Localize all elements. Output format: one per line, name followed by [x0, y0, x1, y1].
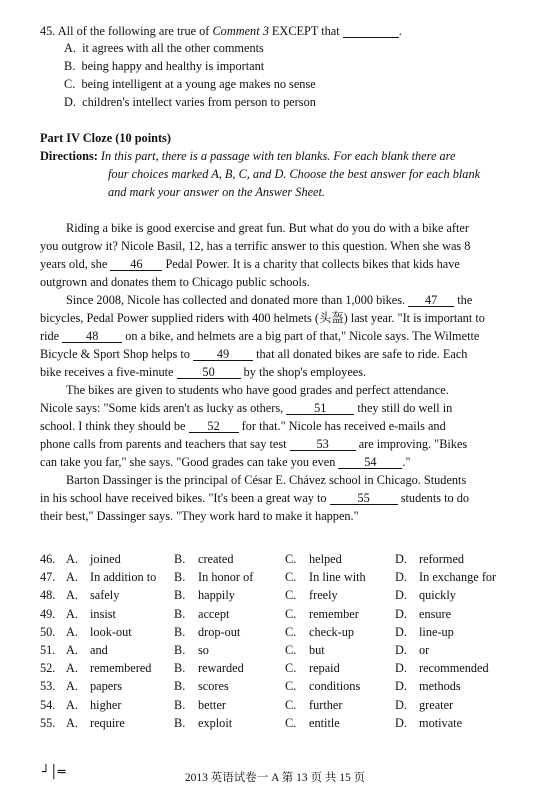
choice-letter: C. — [285, 643, 297, 657]
choice-letter: B. — [174, 624, 186, 639]
choice-option: conditions — [309, 679, 361, 694]
choice-option: further — [309, 697, 343, 712]
passage-line: phone calls from parents and teachers that say test 53 are improving. "Bikes — [40, 437, 468, 451]
choice-option: rewarded — [198, 661, 244, 676]
passage-line: Riding a bike is good exercise and great fun. But what do you do with a bike after — [66, 221, 469, 235]
choice-option: In honor of — [198, 570, 254, 585]
choice-letter: D. — [395, 552, 407, 566]
blank-47: 47 — [408, 294, 454, 307]
choice-option: scores — [198, 679, 229, 694]
passage-line: Bicycle & Sport Shop helps to 49 that all donated bikes are safe to ride. Each — [40, 347, 468, 361]
choice-option: happily — [198, 588, 235, 603]
blank-55: 55 — [330, 492, 398, 505]
choice-option: created — [198, 552, 234, 566]
choice-letter: C. — [285, 606, 297, 621]
blank-54: 54 — [338, 456, 402, 469]
footer-text: 2013 英语试卷一 A 第 13 页 共 15 页 — [184, 772, 366, 784]
choice-option: safely — [90, 588, 120, 603]
blank-52: 52 — [189, 420, 239, 433]
choice-letter: B. — [174, 606, 186, 621]
choice-letter: D. — [395, 679, 407, 694]
choice-option: remember — [309, 606, 359, 621]
choice-option: insist — [90, 606, 116, 621]
part-title: Part IV Cloze (10 points) — [40, 131, 171, 145]
passage-line: Nicole says: "Some kids aren't as lucky as others, 51 they still do well in — [40, 401, 453, 415]
choice-letter: B. — [174, 552, 186, 566]
choice-letter: A. — [66, 697, 78, 712]
choice-option: In addition to — [90, 570, 157, 585]
choice-option: accept — [198, 606, 230, 621]
choice-option: remembered — [90, 661, 152, 676]
choice-option: and — [90, 643, 108, 657]
choice-option: quickly — [419, 588, 456, 603]
choice-row — [40, 643, 520, 659]
passage-line: in his school have received bikes. "It's been a great way to 55 students to do — [40, 491, 470, 505]
blank-48: 48 — [62, 330, 122, 343]
choice-letter: A. — [66, 643, 78, 657]
choice-letter: A. — [66, 588, 78, 603]
choice-option: motivate — [419, 715, 463, 730]
directions-line-2: four choices marked A, B, C, and D. Choose the best answer for each blank — [108, 167, 481, 181]
passage-line: can take you far," she says. "Good grades can take you even 54 ." — [40, 455, 411, 469]
choice-number: 50. — [40, 624, 56, 639]
option-c: C. being intelligent at a young age makes no sense — [64, 77, 316, 91]
choice-letter: A. — [66, 606, 78, 621]
choice-letter: A. — [66, 552, 78, 566]
choice-option: ensure — [419, 606, 452, 621]
choice-row — [40, 679, 520, 695]
choice-letter: B. — [174, 661, 186, 676]
choice-letter: C. — [285, 588, 297, 603]
choice-row — [40, 716, 520, 732]
passage-line: Since 2008, Nicole has collected and donated more than 1,000 bikes. 47 the — [66, 293, 473, 307]
choice-option: check-up — [309, 624, 355, 639]
choice-row — [40, 661, 520, 677]
blank-50: 50 — [177, 366, 241, 379]
stem-text-end: EXCEPT that — [271, 24, 340, 38]
choice-letter: D. — [395, 624, 407, 639]
choice-letter: D. — [395, 570, 407, 585]
choice-option: look-out — [90, 624, 132, 639]
choice-number: 53. — [40, 679, 56, 694]
passage-line: you outgrow it? Nicole Basil, 12, has a terrific answer to this question. When she was 8 — [40, 239, 471, 253]
choice-letter: C. — [285, 570, 297, 585]
choice-letter: C. — [285, 715, 297, 730]
option-d: D. children's intellect varies from person to person — [64, 95, 316, 109]
choice-option: greater — [419, 697, 454, 712]
choice-option: line-up — [419, 624, 454, 639]
passage-line: bike receives a five-minute 50 by the shop's employees. — [40, 365, 367, 379]
choice-number: 47. — [40, 570, 56, 585]
passage-line: ride 48 on a bike, and helmets are a big part of that," Nicole says. The Wilmette — [40, 329, 480, 343]
directions — [40, 149, 455, 164]
option-a: A. it agrees with all the other comments — [64, 41, 264, 55]
blank-49: 49 — [193, 348, 253, 361]
choice-option: In exchange for — [419, 570, 497, 585]
choice-option: better — [198, 697, 226, 712]
choice-option: In line with — [309, 570, 366, 585]
choice-letter: C. — [285, 697, 297, 712]
choice-option: methods — [419, 679, 461, 694]
stem-text: All of the following are true of — [57, 24, 210, 38]
choice-row — [40, 570, 520, 586]
choice-row — [40, 588, 520, 604]
choice-letter: A. — [66, 679, 78, 694]
choice-option: helped — [309, 552, 342, 566]
blank-51: 51 — [286, 402, 354, 415]
choice-letter: C. — [285, 552, 297, 566]
choice-option: repaid — [309, 661, 340, 676]
choice-letter: D. — [395, 661, 407, 676]
choice-letter: A. — [66, 624, 78, 639]
choice-option: but — [309, 643, 325, 657]
choice-letter: D. — [395, 588, 407, 603]
blank-46: 46 — [110, 258, 162, 271]
choice-letter: D. — [395, 715, 407, 730]
blank-53: 53 — [290, 438, 356, 451]
choice-letter: D. — [395, 697, 407, 712]
choice-letter: B. — [174, 715, 186, 730]
passage-line: The bikes are given to students who have good grades and perfect attendance. — [66, 383, 449, 397]
choice-option: papers — [90, 679, 123, 694]
passage-line: years old, she 46 Pedal Power. It is a charity that collects bikes that kids have — [40, 257, 460, 271]
choice-option: entitle — [309, 715, 340, 730]
choice-option: require — [90, 715, 125, 730]
choice-letter: A. — [66, 661, 78, 676]
passage-line: school. I think they should be 52 for that." Nicole has received e-mails and — [40, 419, 446, 433]
stem-italic: Comment 3 — [212, 24, 269, 38]
choice-letter: D. — [395, 643, 407, 657]
passage-line: their best," Dassinger says. "They work hard to make it happen." — [40, 509, 359, 523]
choice-option: drop-out — [198, 624, 241, 639]
choice-option: reformed — [419, 552, 465, 566]
passage-line: bicycles, Pedal Power supplied riders with 400 helmets (头盔) last year. "It is important to — [40, 311, 485, 325]
choice-letter: D. — [395, 606, 407, 621]
directions-label: Directions: — [40, 149, 98, 163]
choice-number: 52. — [40, 661, 56, 676]
choice-number: 48. — [40, 588, 56, 603]
choice-letter: B. — [174, 588, 186, 603]
choice-number: 55. — [40, 715, 56, 730]
choice-row — [40, 625, 520, 641]
choice-letter: B. — [174, 679, 186, 694]
choice-option: recommended — [419, 661, 489, 676]
choice-letter: A. — [66, 570, 78, 585]
answer-blank — [343, 25, 399, 38]
choice-option: exploit — [198, 715, 233, 730]
choice-letter: C. — [285, 661, 297, 676]
directions-line-1: In this part, there is a passage with ten blanks. For each blank there are — [100, 149, 456, 163]
passage-line: outgrown and donates them to Chicago public schools. — [40, 275, 310, 289]
directions-line-3: and mark your answer on the Answer Sheet. — [108, 185, 325, 199]
choice-row — [40, 607, 520, 623]
choice-number: 51. — [40, 643, 56, 657]
choice-number: 49. — [40, 606, 56, 621]
passage-line: Barton Dassinger is the principal of César E. Chávez school in Chicago. Students — [66, 473, 467, 487]
page-footer — [0, 769, 550, 785]
choice-option: or — [419, 643, 430, 657]
choice-option: joined — [90, 552, 121, 566]
question-number: 45. — [40, 24, 56, 38]
choice-letter: C. — [285, 679, 297, 694]
choice-letter: A. — [66, 715, 78, 730]
choice-option: so — [198, 643, 209, 657]
choice-letter: B. — [174, 697, 186, 712]
choice-letter: C. — [285, 624, 297, 639]
choice-option: higher — [90, 697, 122, 712]
choice-number: 46. — [40, 552, 56, 566]
question-45-stem: 45. All of the following are true of Comment 3 EXCEPT that . — [40, 24, 402, 38]
choice-option: freely — [309, 588, 338, 603]
choice-number: 54. — [40, 697, 56, 712]
option-b: B. being happy and healthy is important — [64, 59, 265, 73]
choice-letter: B. — [174, 570, 186, 585]
choice-letter: B. — [174, 643, 186, 657]
choice-row — [40, 552, 520, 568]
choice-row — [40, 698, 520, 714]
corner-mark: ┘│═ — [42, 765, 66, 780]
